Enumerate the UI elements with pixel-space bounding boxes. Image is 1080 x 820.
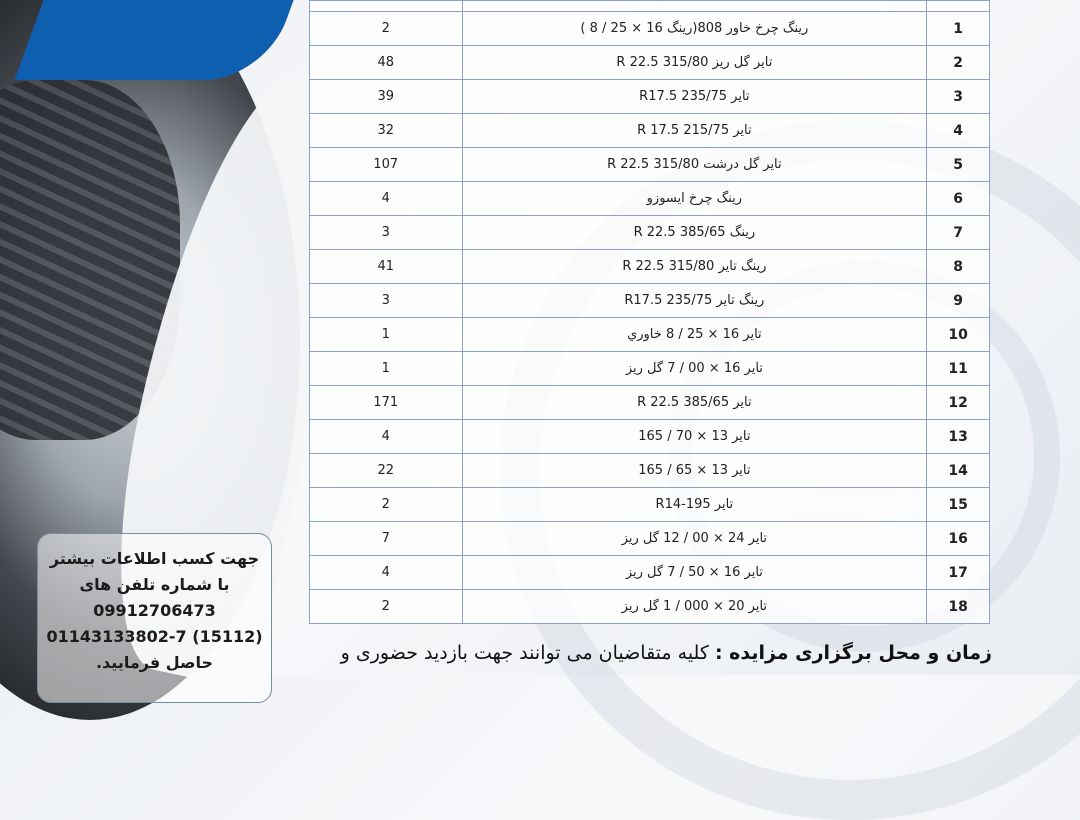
table-row	[310, 46, 990, 80]
row-quantity: 107	[310, 148, 463, 182]
row-description: رینگ تایر 235/75 R17.5	[462, 284, 927, 318]
row-quantity: 7	[310, 522, 463, 556]
table-row	[310, 284, 990, 318]
row-number: 14	[927, 454, 990, 488]
row-description: تایر 385/65 R 22.5	[462, 386, 927, 420]
items-table-container	[309, 0, 990, 624]
table-row	[310, 250, 990, 284]
row-description: تایر 16 × 00 / 7 گل ریز	[462, 352, 927, 386]
auction-description: کلیه متقاضیان می توانند جهت بازدید حضوری و	[340, 642, 715, 664]
row-quantity: 3	[310, 216, 463, 250]
items-table	[309, 0, 990, 624]
table-row	[310, 12, 990, 46]
auction-time-place-text	[300, 638, 992, 668]
row-description: رینگ تایر 315/80 R 22.5	[462, 250, 927, 284]
blue-corner-shape	[15, 0, 316, 80]
row-quantity: 41	[310, 250, 463, 284]
row-description: تایر گل درشت 315/80 R 22.5	[462, 148, 927, 182]
row-number: 7	[927, 216, 990, 250]
row-number: 11	[927, 352, 990, 386]
row-number: 13	[927, 420, 990, 454]
row-quantity: 4	[310, 556, 463, 590]
row-quantity: 3	[310, 284, 463, 318]
row-number: 6	[927, 182, 990, 216]
table-row	[310, 80, 990, 114]
row-number: 5	[927, 148, 990, 182]
row-number: 8	[927, 250, 990, 284]
row-description: رینگ چرخ خاور 808(رینگ 16 × 25 / 8 )	[462, 12, 927, 46]
row-number: 16	[927, 522, 990, 556]
table-row	[310, 114, 990, 148]
row-number: 4	[927, 114, 990, 148]
row-description: تایر 16 × 25 / 8 خاوري	[462, 318, 927, 352]
row-description: رینگ چرخ ایسوزو	[462, 182, 927, 216]
auction-heading: زمان و محل برگزاری مزایده :	[714, 642, 992, 664]
table-row	[310, 386, 990, 420]
contact-line-1: جهت کسب اطلاعات بیشتر	[49, 549, 260, 568]
row-quantity: 32	[310, 114, 463, 148]
row-quantity: 2	[310, 488, 463, 522]
table-row	[310, 148, 990, 182]
contact-phone-2: 01143133802-7 (15112)	[46, 627, 263, 646]
contact-line-2: با شماره تلفن های	[79, 575, 230, 594]
contact-phone-1: 09912706473	[93, 601, 216, 620]
table-row	[310, 182, 990, 216]
row-number: 2	[927, 46, 990, 80]
row-description: تایر 24 × 00 / 12 گل ریز	[462, 522, 927, 556]
row-quantity: 1	[310, 318, 463, 352]
table-row	[310, 216, 990, 250]
row-description: تایر 20 × 000 / 1 گل ریز	[462, 590, 927, 624]
row-quantity: 2	[310, 590, 463, 624]
row-description: تایر 13 × 65 / 165	[462, 454, 927, 488]
table-row	[310, 590, 990, 624]
table-row	[310, 522, 990, 556]
row-description: تایر 235/75 R17.5	[462, 80, 927, 114]
table-header-strip	[310, 1, 990, 12]
row-number: 15	[927, 488, 990, 522]
row-description: تایر 16 × 50 / 7 گل ریز	[462, 556, 927, 590]
row-number: 18	[927, 590, 990, 624]
row-quantity: 48	[310, 46, 463, 80]
row-description: تایر گل ریز 315/80 R 22.5	[462, 46, 927, 80]
row-description: تایر 215/75 R 17.5	[462, 114, 927, 148]
row-number: 1	[927, 12, 990, 46]
row-number: 17	[927, 556, 990, 590]
row-quantity: 1	[310, 352, 463, 386]
contact-box	[37, 533, 272, 703]
table-row	[310, 556, 990, 590]
row-quantity: 22	[310, 454, 463, 488]
row-number: 9	[927, 284, 990, 318]
row-quantity: 39	[310, 80, 463, 114]
row-description: رینگ 385/65 R 22.5	[462, 216, 927, 250]
row-description: تایر 195-R14	[462, 488, 927, 522]
table-row	[310, 454, 990, 488]
table-row	[310, 318, 990, 352]
row-quantity: 171	[310, 386, 463, 420]
row-number: 10	[927, 318, 990, 352]
row-quantity: 4	[310, 420, 463, 454]
row-quantity: 4	[310, 182, 463, 216]
table-row	[310, 488, 990, 522]
contact-line-3: حاصل فرمایید.	[95, 653, 214, 672]
row-number: 3	[927, 80, 990, 114]
row-number: 12	[927, 386, 990, 420]
row-description: تایر 13 × 70 / 165	[462, 420, 927, 454]
row-quantity: 2	[310, 12, 463, 46]
table-row	[310, 352, 990, 386]
table-row	[310, 420, 990, 454]
